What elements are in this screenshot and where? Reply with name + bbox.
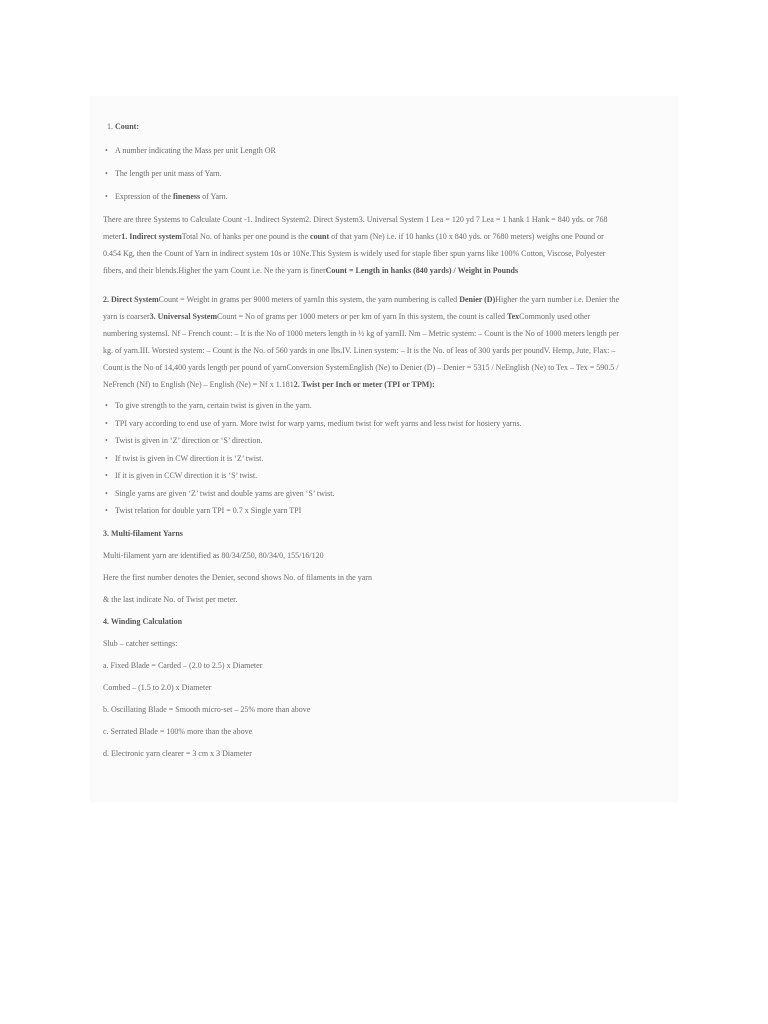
count-heading-text: Count: [115, 122, 140, 131]
winding-line: Combed – (1.5 to 2.0) x Diameter [103, 683, 212, 692]
multifilament-line: Here the first number denotes the Denier, second shows No. of filaments in the yarn [103, 573, 372, 582]
document-content [103, 118, 623, 762]
twist-list [103, 397, 623, 519]
winding-line: c. Serrated Blade = 100% more than the above [103, 727, 253, 736]
list-item: • If twist is given in CW direction it is ‘Z’ twist. [103, 450, 623, 467]
count-definition-list [103, 142, 623, 205]
list-item: • The length per unit mass of Yarn. [103, 165, 623, 182]
list-item: • TPI vary according to end use of yarn. More twist for warp yarns, medium twist for weft yarns and less twist for hosiery yarns. [103, 415, 623, 432]
list-item: • Twist relation for double yarn TPI = 0.7 x Single yarn TPI [103, 502, 623, 519]
systems-paragraph: There are three Systems to Calculate Count -1. Indirect System2. Direct System3. Universal System 1 Lea = 120 yd 7 Lea = 1 hank 1 Hank = 840 yds. or 768 meter1. Indirect systemTotal No. of hanks per one pound is the count of that yarn (Ne) i.e. if 10 hanks (10 x 840 yds. or 7680 meters) weighs one Pound or 0.454 Kg, then the Count of Yarn in indirect system 10s or 10Ne.This System is widely used for staple fiber spun yarns like 100% Cotton, Viscose, Polyester fibers, and their blends.Higher the yarn Count i.e. Ne the yarn is finerCount = Length in hanks (840 yards) / Weight in Pounds [103, 215, 608, 275]
count-heading [107, 118, 623, 135]
multifilament-heading: 3. Multi-filament Yarns [103, 529, 183, 538]
list-item: • If it is given in CCW direction it is ‘S’ twist. [103, 467, 623, 484]
count-number: 1. [107, 122, 113, 131]
multifilament-line: Multi-filament yarn are identified as 80/34/Z50, 80/34/0, 155/16/120 [103, 551, 324, 560]
list-item: • A number indicating the Mass per unit Length OR [103, 142, 623, 159]
winding-heading: 4. Winding Calculation [103, 617, 183, 626]
list-item: • To give strength to the yarn, certain twist is given in the yarn. [103, 397, 623, 414]
winding-line: a. Fixed Blade = Carded – (2.0 to 2.5) x Diameter [103, 661, 263, 670]
direct-system-paragraph: 2. Direct SystemCount = Weight in grams per 9000 meters of yarnIn this system, the yarn numbering is called Denier (D)Higher the yarn number i.e. Denier the yarn is coarser3. Universal SystemCount = No of grams per 1000 meters or per km of yarn In this system, the count is called TexCommonly used other numbering systemsI. Nf – French count: – It is the No of 1000 meters length in ½ kg of yarnII. Nm – Metric system: – Count is the No of 1000 meters length per kg. of yarn.III. Worsted system: – Count is the No. of 560 yards in one lbs.IV. Linen system: – It is the No. of leas of 300 yards per poundV. Hemp, Jute, Flax: – Count is the No of 14,400 yards length per pound of yarnConversion SystemEnglish (Ne) to Denier (D) – Denier = 5315 / NeEnglish (Ne) to Tex – Tex = 590.5 / NeFrench (Nf) to English (Ne) – English (Ne) = Nf x 1.1812. Twist per Inch or meter (TPI or TPM): [103, 295, 620, 389]
winding-line: d. Electronic yarn clearer = 3 cm x 3 Diameter [103, 749, 252, 758]
multifilament-line: & the last indicate No. of Twist per meter. [103, 595, 238, 604]
list-item: • Twist is given in ‘Z’ direction or ‘S’ direction. [103, 432, 623, 449]
list-item: • Expression of the fineness of Yarn. [103, 188, 623, 205]
winding-line: Slub – catcher settings: [103, 639, 178, 648]
list-item: • Single yarns are given ‘Z’ twist and double yarns are given ‘S’ twist. [103, 485, 623, 502]
winding-line: b. Oscillating Blade = Smooth micro-set – 25% more than above [103, 705, 311, 714]
